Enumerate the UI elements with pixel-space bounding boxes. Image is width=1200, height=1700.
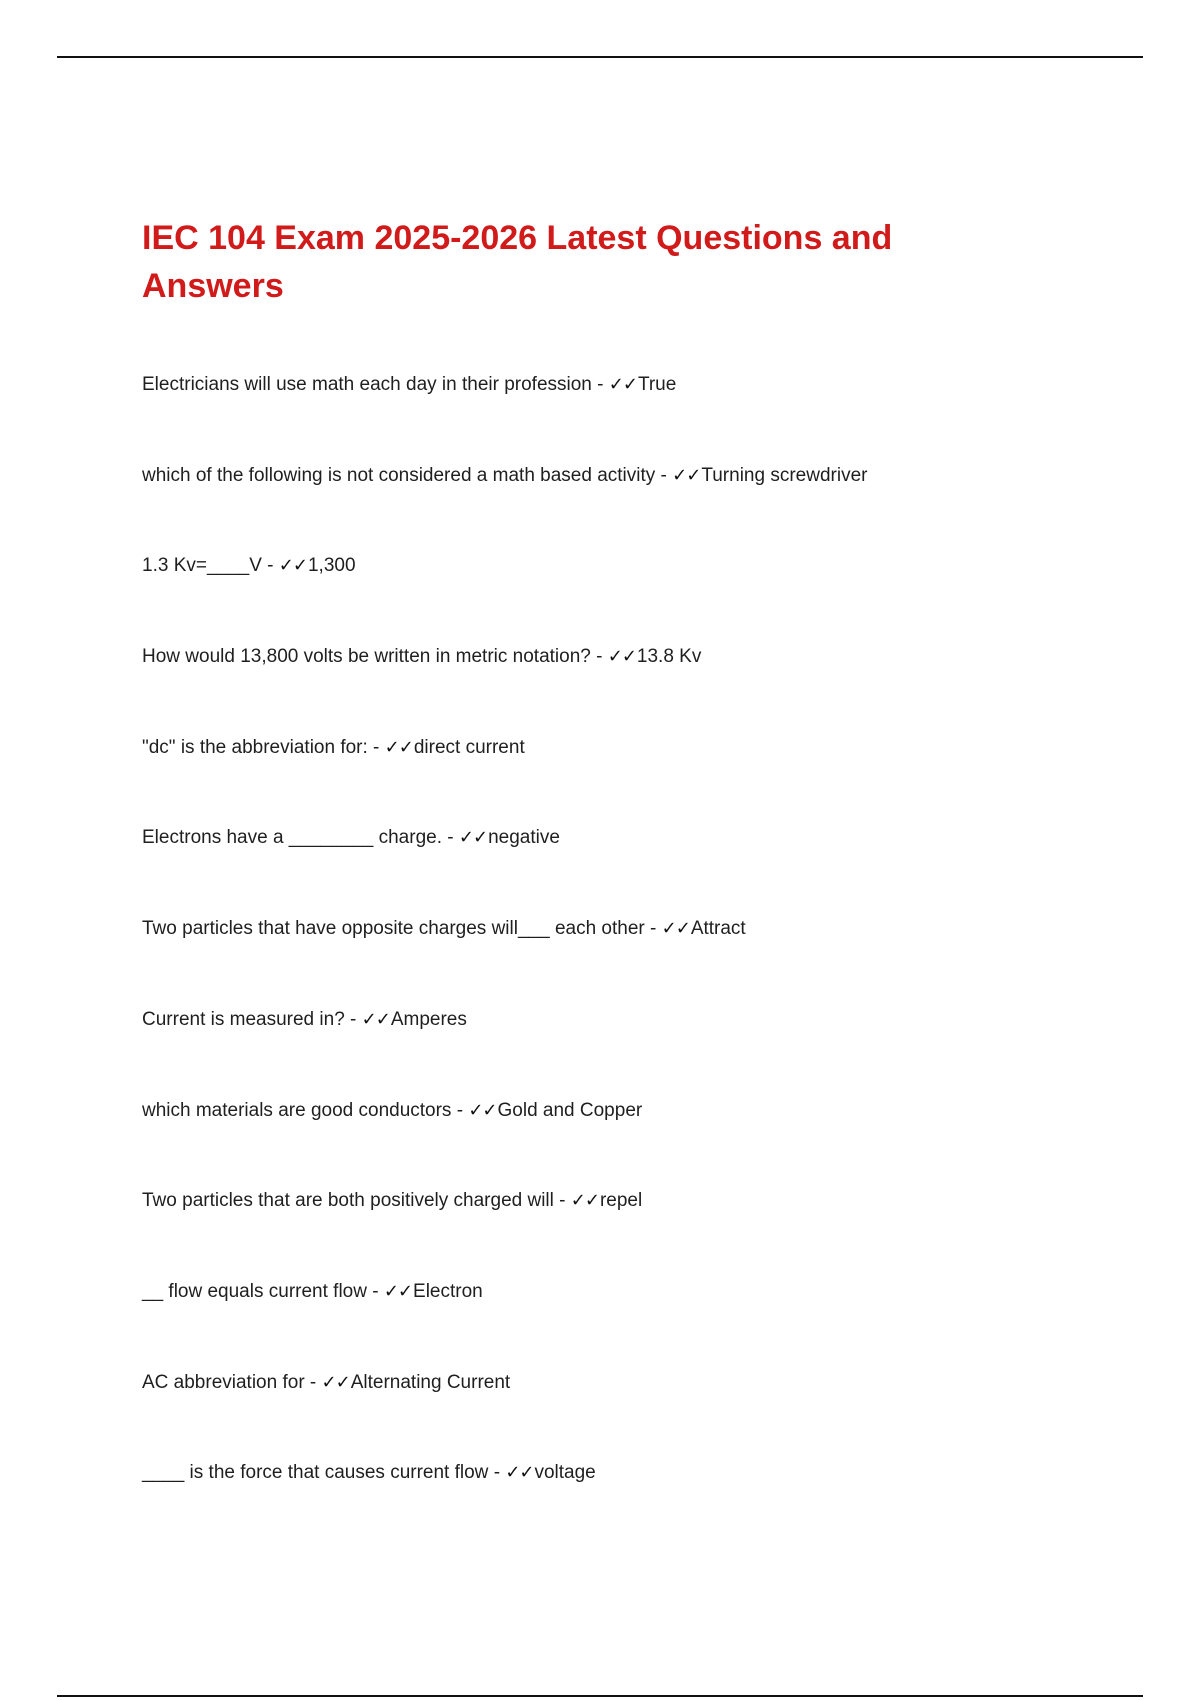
question-text: which of the following is not considered a math based activity [142, 464, 656, 486]
separator: - [367, 736, 385, 758]
double-check-icon: ✓✓ [278, 555, 307, 577]
question-text: 1.3 Kv=____V [142, 555, 262, 577]
answer-text: Turning screwdriver [701, 464, 868, 486]
qa-list [142, 370, 1142, 1549]
answer-text: negative [488, 827, 560, 849]
qa-item [142, 1005, 1142, 1096]
separator: - [488, 1462, 506, 1484]
qa-item [142, 370, 1142, 461]
qa-item [142, 1277, 1142, 1368]
answer-text: repel [599, 1190, 643, 1212]
separator: - [655, 464, 673, 486]
separator: - [590, 646, 608, 668]
qa-item [142, 461, 1142, 552]
double-check-icon: ✓✓ [505, 1462, 534, 1484]
double-check-icon: ✓✓ [672, 464, 701, 486]
separator: - [451, 1099, 469, 1121]
answer-text: voltage [534, 1462, 596, 1484]
qa-item [142, 1368, 1142, 1459]
double-check-icon: ✓✓ [361, 1008, 390, 1030]
answer-text: True [637, 374, 677, 395]
question-text: Electrons have a ________ charge. [142, 827, 442, 849]
footer-rule [57, 1695, 1143, 1697]
qa-item [142, 1186, 1142, 1277]
separator: - [644, 918, 662, 940]
question-text: Electricians will use math each day in their profession [142, 374, 592, 395]
answer-text: Gold and Copper [497, 1099, 643, 1121]
answer-text: Amperes [390, 1008, 467, 1030]
separator: - [442, 827, 459, 849]
answer-text: 1,300 [307, 555, 356, 577]
qa-item [142, 914, 1142, 1005]
answer-text: direct current [413, 736, 525, 758]
question-text: __ flow equals current flow [142, 1280, 367, 1302]
double-check-icon: ✓✓ [383, 1280, 413, 1302]
question-text: Current is measured in? [142, 1008, 345, 1030]
double-check-icon: ✓✓ [607, 646, 636, 668]
document-title: IEC 104 Exam 2025-2026 Latest Questions and Answers [142, 219, 893, 305]
double-check-icon: ✓✓ [458, 827, 488, 849]
answer-text: 13.8 Kv [636, 646, 702, 668]
question-text: which materials are good conductors [142, 1099, 452, 1121]
header-rule [57, 56, 1143, 58]
qa-item [142, 1458, 1142, 1549]
separator: - [366, 1280, 384, 1302]
question-text: How would 13,800 volts be written in metric notation? [142, 646, 591, 668]
qa-item [142, 1096, 1142, 1187]
answer-text: Alternating Current [350, 1371, 511, 1393]
double-check-icon: ✓✓ [384, 736, 413, 758]
qa-item [142, 551, 1142, 642]
separator: - [591, 374, 609, 395]
separator: - [344, 1008, 362, 1030]
qa-item [142, 642, 1142, 733]
question-text: ____ is the force that causes current flow [142, 1462, 489, 1484]
separator: - [261, 555, 279, 577]
double-check-icon: ✓✓ [468, 1099, 497, 1121]
double-check-icon: ✓✓ [570, 1190, 599, 1212]
double-check-icon: ✓✓ [321, 1371, 350, 1393]
answer-text: Attract [690, 918, 746, 940]
separator: - [553, 1190, 571, 1212]
qa-item [142, 733, 1142, 824]
question-text: Two particles that are both positively charged will [142, 1190, 554, 1212]
answer-text: Electron [413, 1280, 483, 1302]
question-text: "dc" is the abbreviation for: [142, 736, 368, 758]
double-check-icon: ✓✓ [661, 918, 690, 940]
question-text: Two particles that have opposite charges will___ each other [142, 918, 645, 940]
question-text: AC abbreviation for [142, 1371, 305, 1393]
qa-item [142, 823, 1142, 914]
double-check-icon: ✓✓ [608, 374, 637, 395]
separator: - [304, 1371, 322, 1393]
